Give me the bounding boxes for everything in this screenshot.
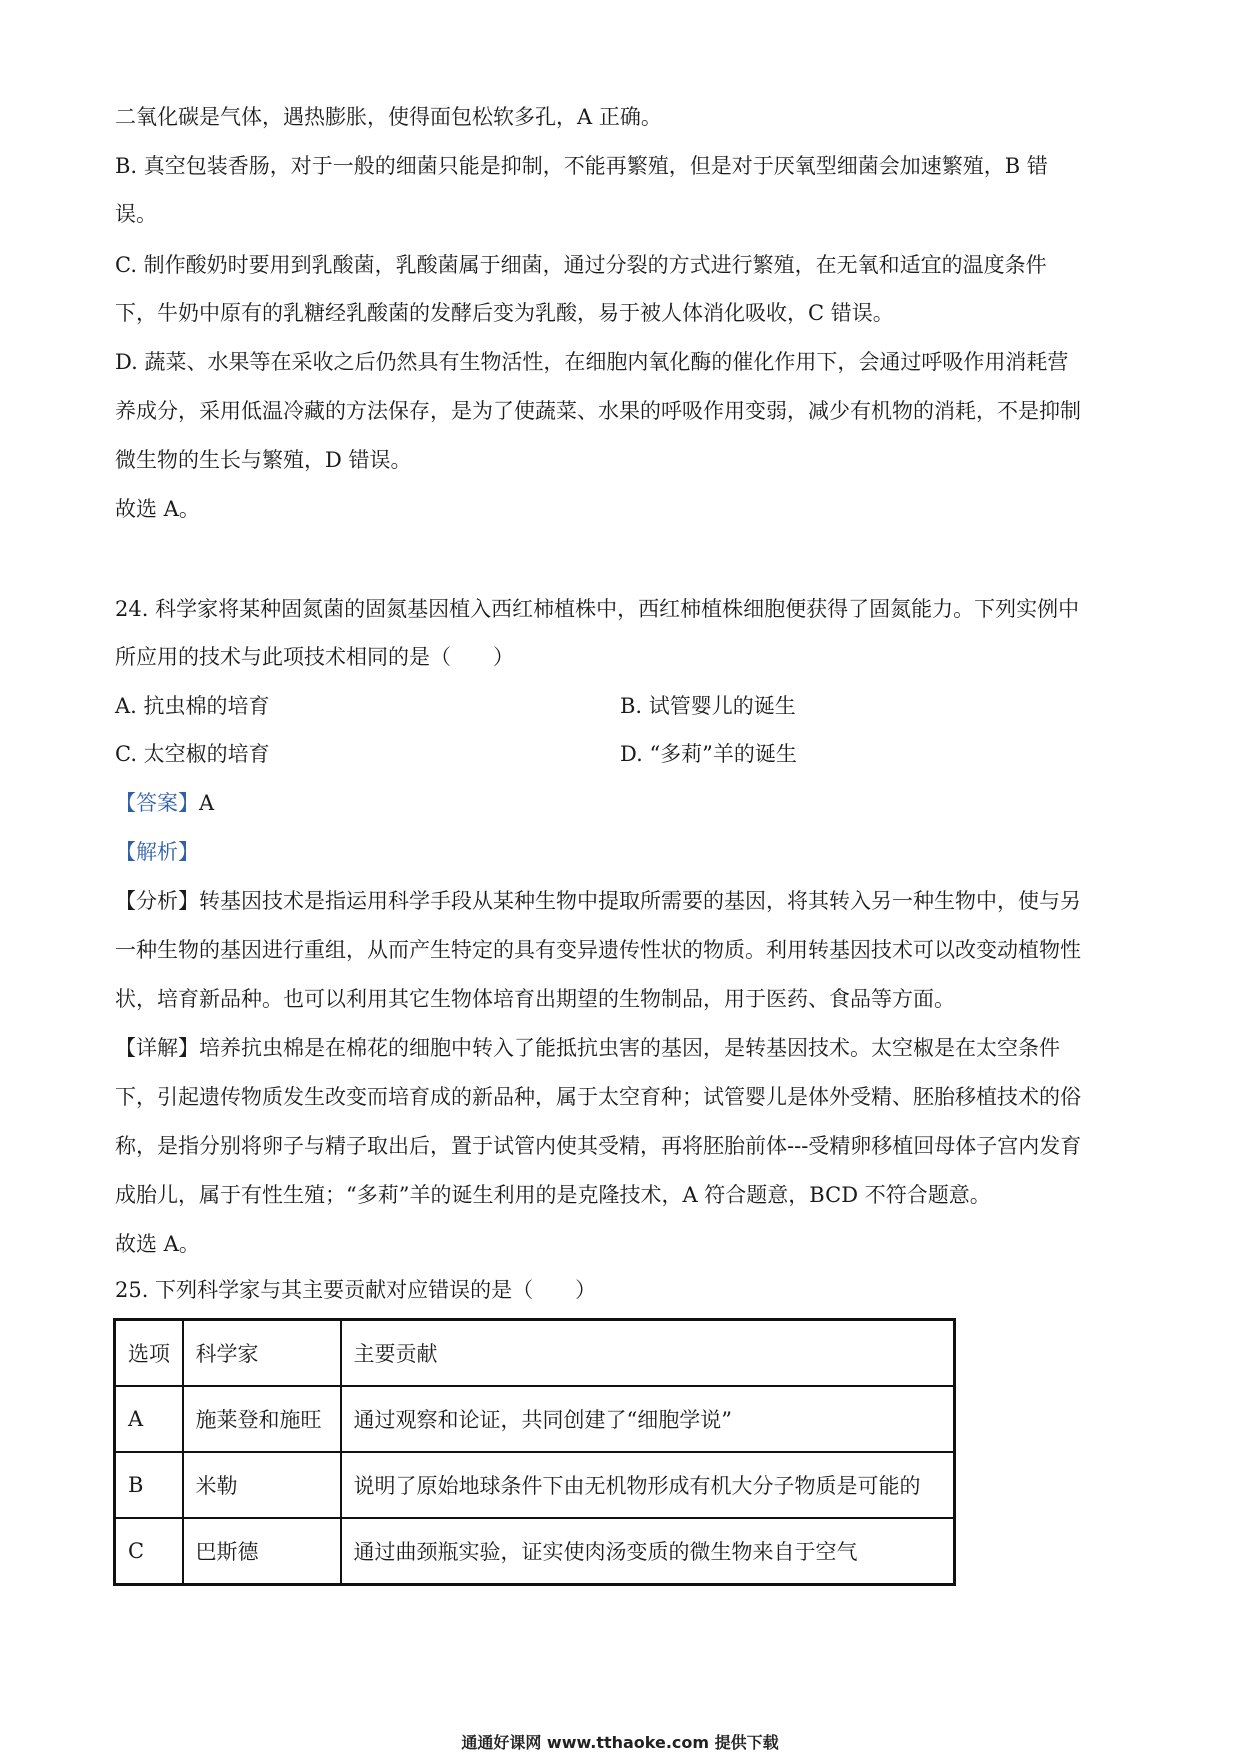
row-c-option: C [115,1518,183,1585]
q24-fenxi-line-3: 状，培育新品种。也可以利用其它生物体培育出期望的生物制品，用于医药、食品等方面。 [115,987,955,1011]
q25-table [113,1318,956,1586]
table-header-row [115,1320,955,1387]
table-row [115,1386,955,1452]
prev-line-6: D. 蔬菜、水果等在采收之后仍然具有生物活性，在细胞内氧化酶的催化作用下，会通过呼吸作用消耗营 [115,350,1069,374]
q24-fenxi-line-2: 一种生物的基因进行重组，从而产生特定的具有变异遗传性状的物质。利用转基因技术可以改变动植物性 [115,938,1081,962]
table-row [115,1518,955,1585]
answer-tag: 【答案】 [115,791,199,815]
prev-line-1: 二氧化碳是气体，遇热膨胀，使得面包松软多孔，A 正确。 [115,105,662,129]
prev-line-5: 下，牛奶中原有的乳糖经乳酸菌的发酵后变为乳酸，易于被人体消化吸收，C 错误。 [115,301,894,325]
prev-line-8: 微生物的生长与繁殖，D 错误。 [115,448,412,472]
q24-stem-line-1: 24. 科学家将某种固氮菌的固氮基因植入西红柿植株中，西红柿植株细胞便获得了固氮能力。下列实例中 [115,597,1080,621]
prev-line-7: 养成分，采用低温冷藏的方法保存，是为了使蔬菜、水果的呼吸作用变弱，减少有机物的消耗，不是抑制 [115,399,1081,423]
q24-xiangjie-line-1 [115,1034,1060,1062]
xiangjie-tag: 【详解】 [115,1036,199,1060]
q24-option-a: A. 抗虫棉的培育 [115,694,270,718]
row-b-scientist: 米勒 [183,1452,341,1518]
table-row [115,1452,955,1518]
q24-option-b: B. 试管婴儿的诞生 [620,694,796,718]
q24-analysis-line [115,838,199,866]
prev-line-2: B. 真空包装香肠，对于一般的细菌只能是抑制，不能再繁殖，但是对于厌氧型细菌会加速繁殖，B 错 [115,154,1048,178]
q24-xiangjie-line-3: 称，是指分别将卵子与精子取出后，置于试管内使其受精，再将胚胎前体---受精卵移植回母体子宫内发育 [115,1134,1082,1158]
row-c-contribution: 通过曲颈瓶实验，证实使肉汤变质的微生物来自于空气 [341,1518,955,1585]
q24-stem-line-2: 所应用的技术与此项技术相同的是（ ） [115,645,514,669]
q24-conclusion: 故选 A。 [115,1232,200,1256]
q24-answer-line [115,789,214,817]
row-b-contribution: 说明了原始地球条件下由无机物形成有机大分子物质是可能的 [341,1452,955,1518]
prev-conclusion: 故选 A。 [115,497,200,521]
footer-watermark[interactable]: 通通好课网 www.tthaoke.com 提供下载 [461,1733,779,1752]
prev-line-3: 误。 [115,202,157,226]
row-c-scientist: 巴斯德 [183,1518,341,1585]
row-a-contribution: 通过观察和论证，共同创建了“细胞学说” [341,1386,955,1452]
q24-option-d: D. “多莉”羊的诞生 [620,742,797,766]
q24-option-c: C. 太空椒的培育 [115,742,270,766]
prev-line-4: C. 制作酸奶时要用到乳酸菌，乳酸菌属于细菌，通过分裂的方式进行繁殖，在无氧和适宜的温度条件 [115,253,1047,277]
q24-xiangjie-line-2: 下，引起遗传物质发生改变而培育成的新品种，属于太空育种；试管婴儿是体外受精、胚胎移植技术的俗 [115,1085,1081,1109]
header-option: 选项 [115,1320,183,1387]
row-a-scientist: 施莱登和施旺 [183,1386,341,1452]
q24-fenxi-line-1 [115,887,1081,915]
analysis-tag: 【解析】 [115,840,199,864]
row-a-option: A [115,1386,183,1452]
xiangjie-text-1: 培养抗虫棉是在棉花的细胞中转入了能抵抗虫害的基因，是转基因技术。太空椒是在太空条件 [199,1036,1060,1060]
answer-value: A [199,791,215,815]
fenxi-text-1: 转基因技术是指运用科学手段从某种生物中提取所需要的基因，将其转入另一种生物中，使与另 [199,889,1081,913]
fenxi-tag: 【分析】 [115,889,199,913]
header-contribution: 主要贡献 [341,1320,955,1387]
q25-stem: 25. 下列科学家与其主要贡献对应错误的是（ ） [115,1278,597,1302]
header-scientist: 科学家 [183,1320,341,1387]
row-b-option: B [115,1452,183,1518]
q24-xiangjie-line-4: 成胎儿，属于有性生殖；“多莉”羊的诞生利用的是克隆技术，A 符合题意，BCD 不符合题意。 [115,1183,991,1207]
